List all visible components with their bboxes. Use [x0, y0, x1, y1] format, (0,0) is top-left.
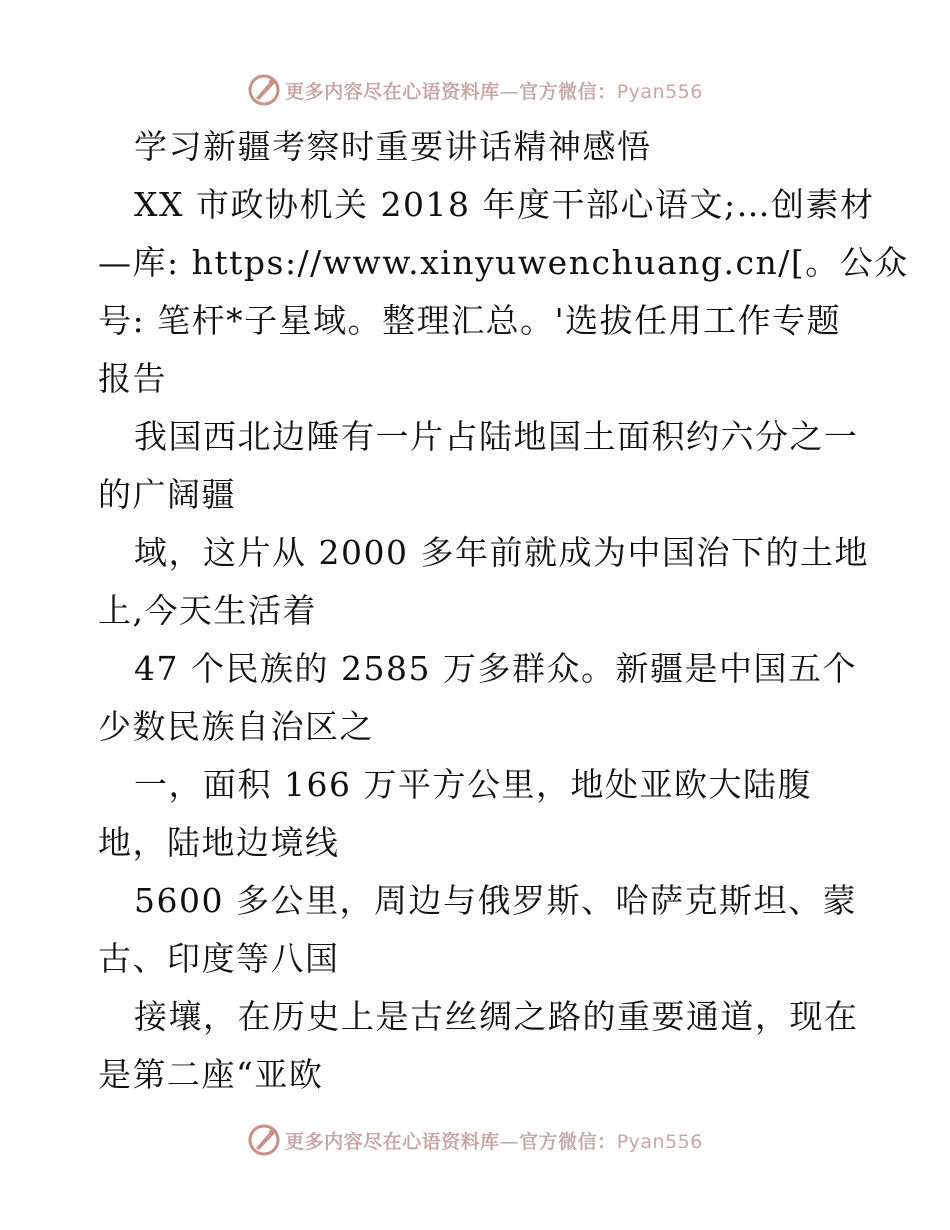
text-line: 的广阔疆 [98, 475, 236, 514]
quill-circle-logo-icon [247, 1123, 281, 1157]
text-line: 上,今天生活着 [98, 591, 317, 630]
watermark-main-text: 更多内容尽在心语资料库 [285, 1130, 500, 1153]
watermark-text [285, 77, 703, 104]
text-line: —库: https://www.xinyuwenchuang.cn/[。公众 [98, 243, 909, 282]
header-watermark [0, 68, 950, 112]
watermark-wechat-id: Pyan556 [616, 80, 703, 103]
watermark-dash: — [499, 80, 520, 103]
text-line: 地，陆地边境线 [98, 823, 340, 862]
text-line: 47 个民族的 2585 万多群众。新疆是中国五个 [134, 649, 857, 688]
text-line: 我国西北边陲有一片占陆地国土面积约六分之一 [134, 417, 859, 456]
document-body [98, 118, 909, 1104]
watermark-wechat-label: 官方微信： [519, 80, 617, 103]
document-title: 学习新疆考察时重要讲话精神感悟 [134, 127, 652, 166]
text-line: 域，这片从 2000 多年前就成为中国治下的土地 [134, 533, 869, 572]
watermark-main-text: 更多内容尽在心语资料库 [285, 80, 500, 103]
text-line: 一，面积 166 万平方公里，地处亚欧大陆腹 [134, 765, 812, 804]
watermark-dash: — [499, 1130, 520, 1153]
text-line: XX 市政协机关 2018 年度干部心语文;…创素材 [134, 185, 875, 224]
text-line: 接壤，在历史上是古丝绸之路的重要通道，现在 [134, 997, 859, 1036]
footer-watermark [0, 1118, 950, 1162]
quill-circle-logo-icon [247, 73, 281, 107]
text-line: 少数民族自治区之 [98, 707, 374, 746]
text-line: 是第二座“亚欧 [98, 1055, 324, 1094]
text-line: 古、印度等八国 [98, 939, 340, 978]
watermark-wechat-id: Pyan556 [616, 1130, 703, 1153]
text-line: 报告 [98, 359, 167, 398]
watermark-wechat-label: 官方微信： [519, 1130, 617, 1153]
watermark-group [247, 73, 703, 107]
text-line: 5600 多公里，周边与俄罗斯、哈萨克斯坦、蒙 [134, 881, 857, 920]
watermark-group [247, 1123, 703, 1157]
text-line: 号: 笔杆*子星域。整理汇总。'选拔任用工作专题 [98, 301, 842, 340]
watermark-text [285, 1127, 703, 1154]
